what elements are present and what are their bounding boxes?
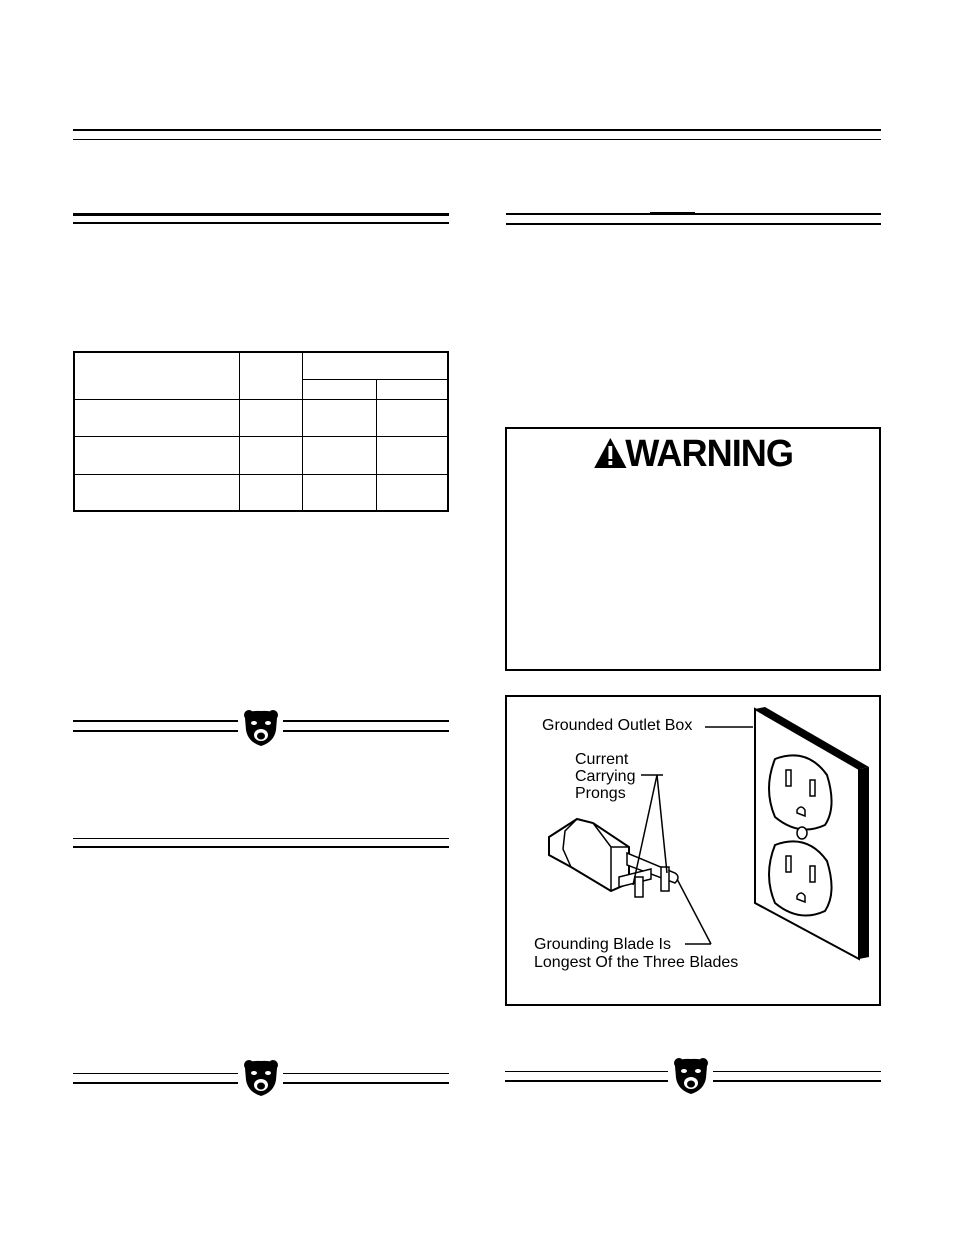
prongs-label-line3: Prongs (575, 785, 626, 802)
outlet-box-label: Grounded Outlet Box (542, 717, 693, 734)
emblem-divider (505, 1056, 881, 1096)
right-section-rule-bottom (506, 223, 881, 225)
left-lower-section-rule-bottom (73, 846, 449, 848)
header-rule-top (73, 129, 881, 131)
emblem-divider (73, 708, 449, 748)
prongs-label-line2: Carrying (575, 768, 636, 785)
table-subheader-cell (376, 379, 448, 399)
warning-title: WARNING (625, 433, 794, 475)
bear-head-icon (671, 1056, 711, 1096)
grounding-blade-label-line2: Longest Of the Three Blades (534, 954, 739, 971)
table-header-cell (239, 352, 303, 399)
grounded-outlet-diagram (505, 695, 881, 1006)
specification-table (73, 351, 449, 512)
warning-triangle-icon (593, 437, 627, 469)
table-header-group-cell (303, 352, 448, 379)
left-lower-section-rule-top (73, 838, 449, 839)
warning-heading (516, 433, 869, 476)
emblem-divider (73, 1058, 449, 1098)
grounding-blade-label-line1: Grounding Blade Is (534, 936, 671, 953)
prongs-label-line1: Current (575, 751, 629, 768)
left-section-rule-bottom (73, 222, 449, 224)
table-row (74, 436, 448, 474)
left-section-rule-top (73, 213, 449, 216)
table-subheader-cell (303, 379, 377, 399)
table-row (74, 399, 448, 436)
table-header-cell (74, 352, 239, 399)
table-row (74, 474, 448, 511)
warning-box (505, 427, 881, 671)
right-section-rule-accent (650, 212, 695, 214)
bear-head-icon (241, 708, 281, 748)
header-rule-bottom (73, 139, 881, 140)
bear-head-icon (241, 1058, 281, 1098)
